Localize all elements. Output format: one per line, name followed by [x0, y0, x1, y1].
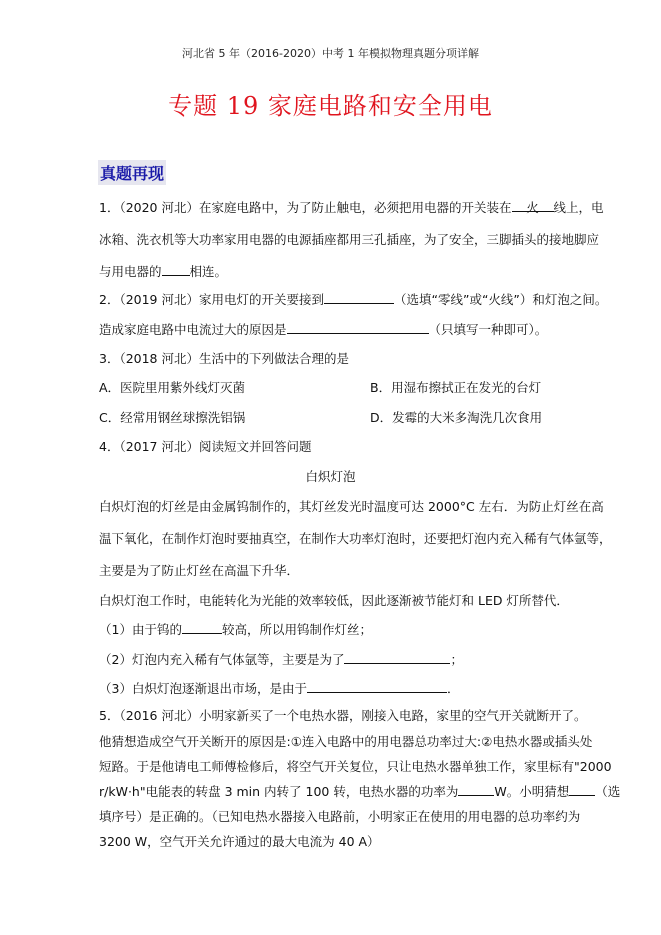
q5-text-end: （选 [595, 784, 621, 799]
q4-sub-2 [99, 650, 463, 668]
q5-text-mid: W。小明猜想 [494, 784, 570, 799]
q2-text-end: （选填“零线”或“火线”）和灯泡之间。 [394, 292, 608, 307]
passage-line-1: 白炽灯泡的灯丝是由金属钨制作的，其灯丝发光时温度可达 2000°C 左右．为防止灯丝在高 [99, 499, 604, 514]
q5-text: r/kW·h"电能表的转盘 3 min 内转了 100 转，电热水器的功率为 [99, 784, 459, 799]
q5-line-3: 短路。于是他请电工师傅检修后，将空气开关复位，只让电热水器单独工作，家里标有"2000 [99, 759, 612, 774]
q2-text: 2．（2019 河北）家用电灯的开关要接到 [99, 292, 324, 307]
q4-sub-1 [99, 620, 372, 638]
q4-stem: 4．（2017 河北）阅读短文并回答问题 [99, 439, 312, 454]
answer-blank [287, 320, 429, 334]
q4-sub-text: （3）白炽灯泡逐渐退出市场，是由于 [99, 681, 307, 696]
answer-blank [324, 290, 394, 304]
answer-blank [162, 262, 190, 276]
q2-line-1 [99, 290, 607, 308]
q1-text: 与用电器的 [99, 264, 162, 279]
q5-line-1: 5．（2016 河北）小明家新买了一个电热水器，刚接入电路，家里的空气开关就断开了。 [99, 708, 587, 723]
q2-line-2 [99, 320, 547, 338]
q4-sub-text-end: 较高，所以用钨制作灯丝； [221, 622, 372, 637]
q2-text: 造成家庭电路中电流过大的原因是 [99, 322, 287, 337]
q4-sub-text-end: ； [450, 652, 463, 667]
q1-line-2: 冰箱、洗衣机等大功率家用电器的电源插座都用三孔插座，为了安全，三脚插头的接地脚应 [99, 232, 600, 247]
q1-answer-blank: 火 [512, 198, 554, 212]
q2-text-end: （只填写一种即可）。 [428, 322, 548, 337]
q3-option-b: B．用湿布擦拭正在发光的台灯 [370, 380, 542, 395]
q3-option-d: D．发霉的大米多淘洗几次食用 [370, 410, 543, 425]
q1-text-end: 线上，电 [553, 200, 604, 215]
page-title: 专题 19 家庭电路和安全用电 [168, 92, 493, 120]
q3-option-a: A．医院里用紫外线灯灭菌 [99, 380, 246, 395]
q5-line-2: 他猜想造成空气开关断开的原因是:①连入电路中的用电器总功率过大:②电热水器或插头处 [99, 734, 593, 749]
q4-sub-3 [99, 679, 459, 697]
section-heading: 真题再现 [98, 160, 166, 185]
q1-text-end: 相连。 [189, 264, 228, 279]
answer-blank [307, 679, 447, 693]
passage-line-3: 主要是为了防止灯丝在高温下升华． [99, 563, 300, 578]
answer-blank [569, 782, 595, 796]
q5-line-6: 3200 W，空气开关允许通过的最大电流为 40 A） [99, 834, 380, 849]
q1-text: 1．（2020 河北）在家庭电路中，为了防止触电，必须把用电器的开关装在 [99, 200, 512, 215]
q5-line-5: 填序号）是正确的。（已知电热水器接入电路前，小明家正在使用的用电器的总功率约为 [99, 809, 581, 824]
passage-title: 白炽灯泡 [305, 469, 356, 484]
answer-blank [458, 782, 494, 796]
q4-sub-text: （2）灯泡内充入稀有气体氩等，主要是为了 [99, 652, 345, 667]
page-header: 河北省 5 年（2016-2020）中考 1 年模拟物理真题分项详解 [182, 47, 479, 60]
q3-stem: 3．（2018 河北）生活中的下列做法合理的是 [99, 351, 349, 366]
q4-sub-text: （1）由于钨的 [99, 622, 182, 637]
passage-line-4: 白炽灯泡工作时，电能转化为光能的效率较低，因此逐渐被节能灯和 LED 灯所替代． [99, 593, 569, 608]
q1-line-1 [99, 198, 604, 216]
q1-line-3 [99, 262, 227, 280]
passage-line-2: 温下氧化，在制作灯泡时要抽真空，在制作大功率灯泡时，还要把灯泡内充入稀有气体氩等， [99, 531, 612, 546]
answer-blank [344, 650, 450, 664]
q4-sub-text-end: ． [446, 681, 460, 696]
answer-blank [182, 620, 222, 634]
q3-option-c: C．经常用钢丝球擦洗铝锅 [99, 410, 246, 425]
q5-line-4 [99, 782, 620, 800]
